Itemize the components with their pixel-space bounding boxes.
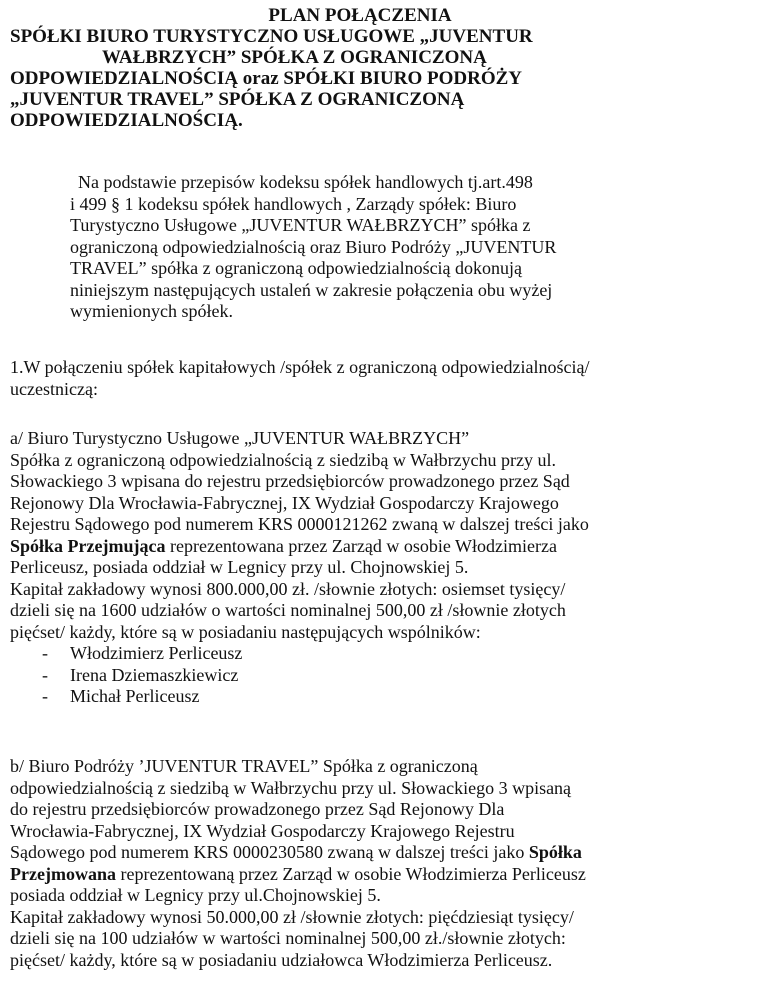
- list-item: [10, 665, 762, 687]
- acquired-company-term: Spółka: [528, 842, 582, 862]
- section-b-line: [10, 864, 762, 886]
- section-a-acquiring-company: [10, 428, 762, 708]
- section-a-line: Spółka z ograniczoną odpowiedzialnością z siedzibą w Wałbrzychu przy ul.: [10, 449, 557, 470]
- section-b-line: Kapitał zakładowy wynosi 50.000,00 zł /słownie złotych: pięćdziesiąt tysięcy/: [10, 906, 574, 927]
- section-a-line: dzieli się na 1600 udziałów o wartości nominalnej 500,00 zł /słownie złotych: [10, 600, 566, 620]
- acquired-company-term: Przejmowana: [10, 863, 116, 884]
- intro-line: niniejszym następujących ustaleń w zakresie połączenia obu wyżej: [70, 279, 553, 300]
- list-item: [10, 686, 762, 708]
- list-dash: -: [42, 664, 48, 685]
- intro-line: TRAVEL” spółka z ograniczoną odpowiedzialnością dokonują: [70, 258, 523, 278]
- section-a-line: Kapitał zakładowy wynosi 800.000,00 zł. /słownie złotych: osiemset tysięcy/: [10, 578, 566, 599]
- title-line: ODPOWIEDZIALNOŚCIĄ.: [10, 110, 243, 131]
- section-a-line: Rejonowy Dla Wrocławia-Fabrycznej, IX Wydział Gospodarczy Krajowego: [10, 492, 559, 513]
- intro-line: ograniczoną odpowiedzialnością oraz Biuro Podróży „JUVENTUR: [70, 236, 557, 257]
- section-b-line: Wrocławia-Fabrycznej, IX Wydział Gospodarczy Krajowego Rejestru: [10, 820, 515, 841]
- list-item: [10, 643, 762, 665]
- section-a-line: Perliceusz, posiada oddział w Legnicy przy ul. Chojnowskiej 5.: [10, 557, 469, 577]
- intro-line: Na podstawie przepisów kodeksu spółek handlowych tj.art.498: [78, 172, 533, 192]
- section-b-line: [10, 842, 762, 864]
- section-b-acquired-company: [10, 756, 762, 971]
- section-b-line: odpowiedzialnością z siedzibą w Wałbrzychu przy ul. Słowackiego 3 wpisaną: [10, 777, 572, 798]
- point-1-paragraph: [10, 357, 762, 400]
- section-a-text: reprezentowana przez Zarząd w osobie Włodzimierza: [165, 535, 557, 556]
- section-b-line: b/ Biuro Podróży ’JUVENTUR TRAVEL” Spółka z ograniczoną: [10, 756, 478, 776]
- shareholder-name: Włodzimierz Perliceusz: [70, 643, 243, 663]
- shareholder-list: [10, 643, 762, 708]
- intro-paragraph: [70, 172, 710, 323]
- intro-line: i 499 § 1 kodeksu spółek handlowych , Zarządy spółek: Biuro: [70, 193, 517, 214]
- section-b-line: posiada oddział w Legnicy przy ul.Chojnowskiej 5.: [10, 885, 381, 905]
- acquiring-company-term: Spółka Przejmująca: [10, 535, 166, 556]
- section-b-text: reprezentowaną przez Zarząd w osobie Włodzimierza Perliceusz: [115, 863, 586, 884]
- section-b-line: dzieli się na 100 udziałów w wartości nominalnej 500,00 zł./słownie złotych:: [10, 928, 566, 948]
- section-a-line: Słowackiego 3 wpisana do rejestru przedsiębiorców prowadzonego przez Sąd: [10, 471, 570, 491]
- list-dash: -: [42, 643, 48, 663]
- title-line: WAŁBRZYCH” SPÓŁKA Z OGRANICZONĄ: [102, 47, 487, 68]
- intro-line: wymienionych spółek.: [70, 301, 233, 321]
- section-a-line: [10, 536, 762, 558]
- document-title: [10, 5, 710, 131]
- intro-line: Turystyczno Usługowe „JUVENTUR WAŁBRZYCH” spółka z: [70, 215, 531, 235]
- section-a-line: a/ Biuro Turystyczno Usługowe „JUVENTUR WAŁBRZYCH”: [10, 428, 470, 448]
- point-1-line: uczestniczą:: [10, 378, 98, 399]
- point-1-line: 1.W połączeniu spółek kapitałowych /spółek z ograniczoną odpowiedzialnością/: [10, 357, 590, 377]
- section-a-line: Rejestru Sądowego pod numerem KRS 0000121262 zwaną w dalszej treści jako: [10, 514, 589, 534]
- shareholder-name: Michał Perliceusz: [70, 686, 200, 706]
- section-b-line: pięćset/ każdy, które są w posiadaniu udziałowca Włodzimierza Perliceusz.: [10, 949, 553, 970]
- section-a-line: pięćset/ każdy, które są w posiadaniu następujących wspólników:: [10, 621, 481, 642]
- title-line: SPÓŁKI BIURO TURYSTYCZNO USŁUGOWE „JUVENTUR: [10, 26, 533, 47]
- title-line: PLAN POŁĄCZENIA: [268, 5, 452, 26]
- section-b-text: Sądowego pod numerem KRS 0000230580 zwaną w dalszej treści jako: [10, 842, 529, 862]
- title-line: „JUVENTUR TRAVEL” SPÓŁKA Z OGRANICZONĄ: [10, 89, 465, 110]
- shareholder-name: Irena Dziemaszkiewicz: [70, 664, 239, 685]
- section-b-line: do rejestru przedsiębiorców prowadzonego przez Sąd Rejonowy Dla: [10, 799, 505, 819]
- list-dash: -: [42, 686, 48, 706]
- title-line: ODPOWIEDZIALNOŚCIĄ oraz SPÓŁKI BIURO PODRÓŻY: [10, 68, 522, 89]
